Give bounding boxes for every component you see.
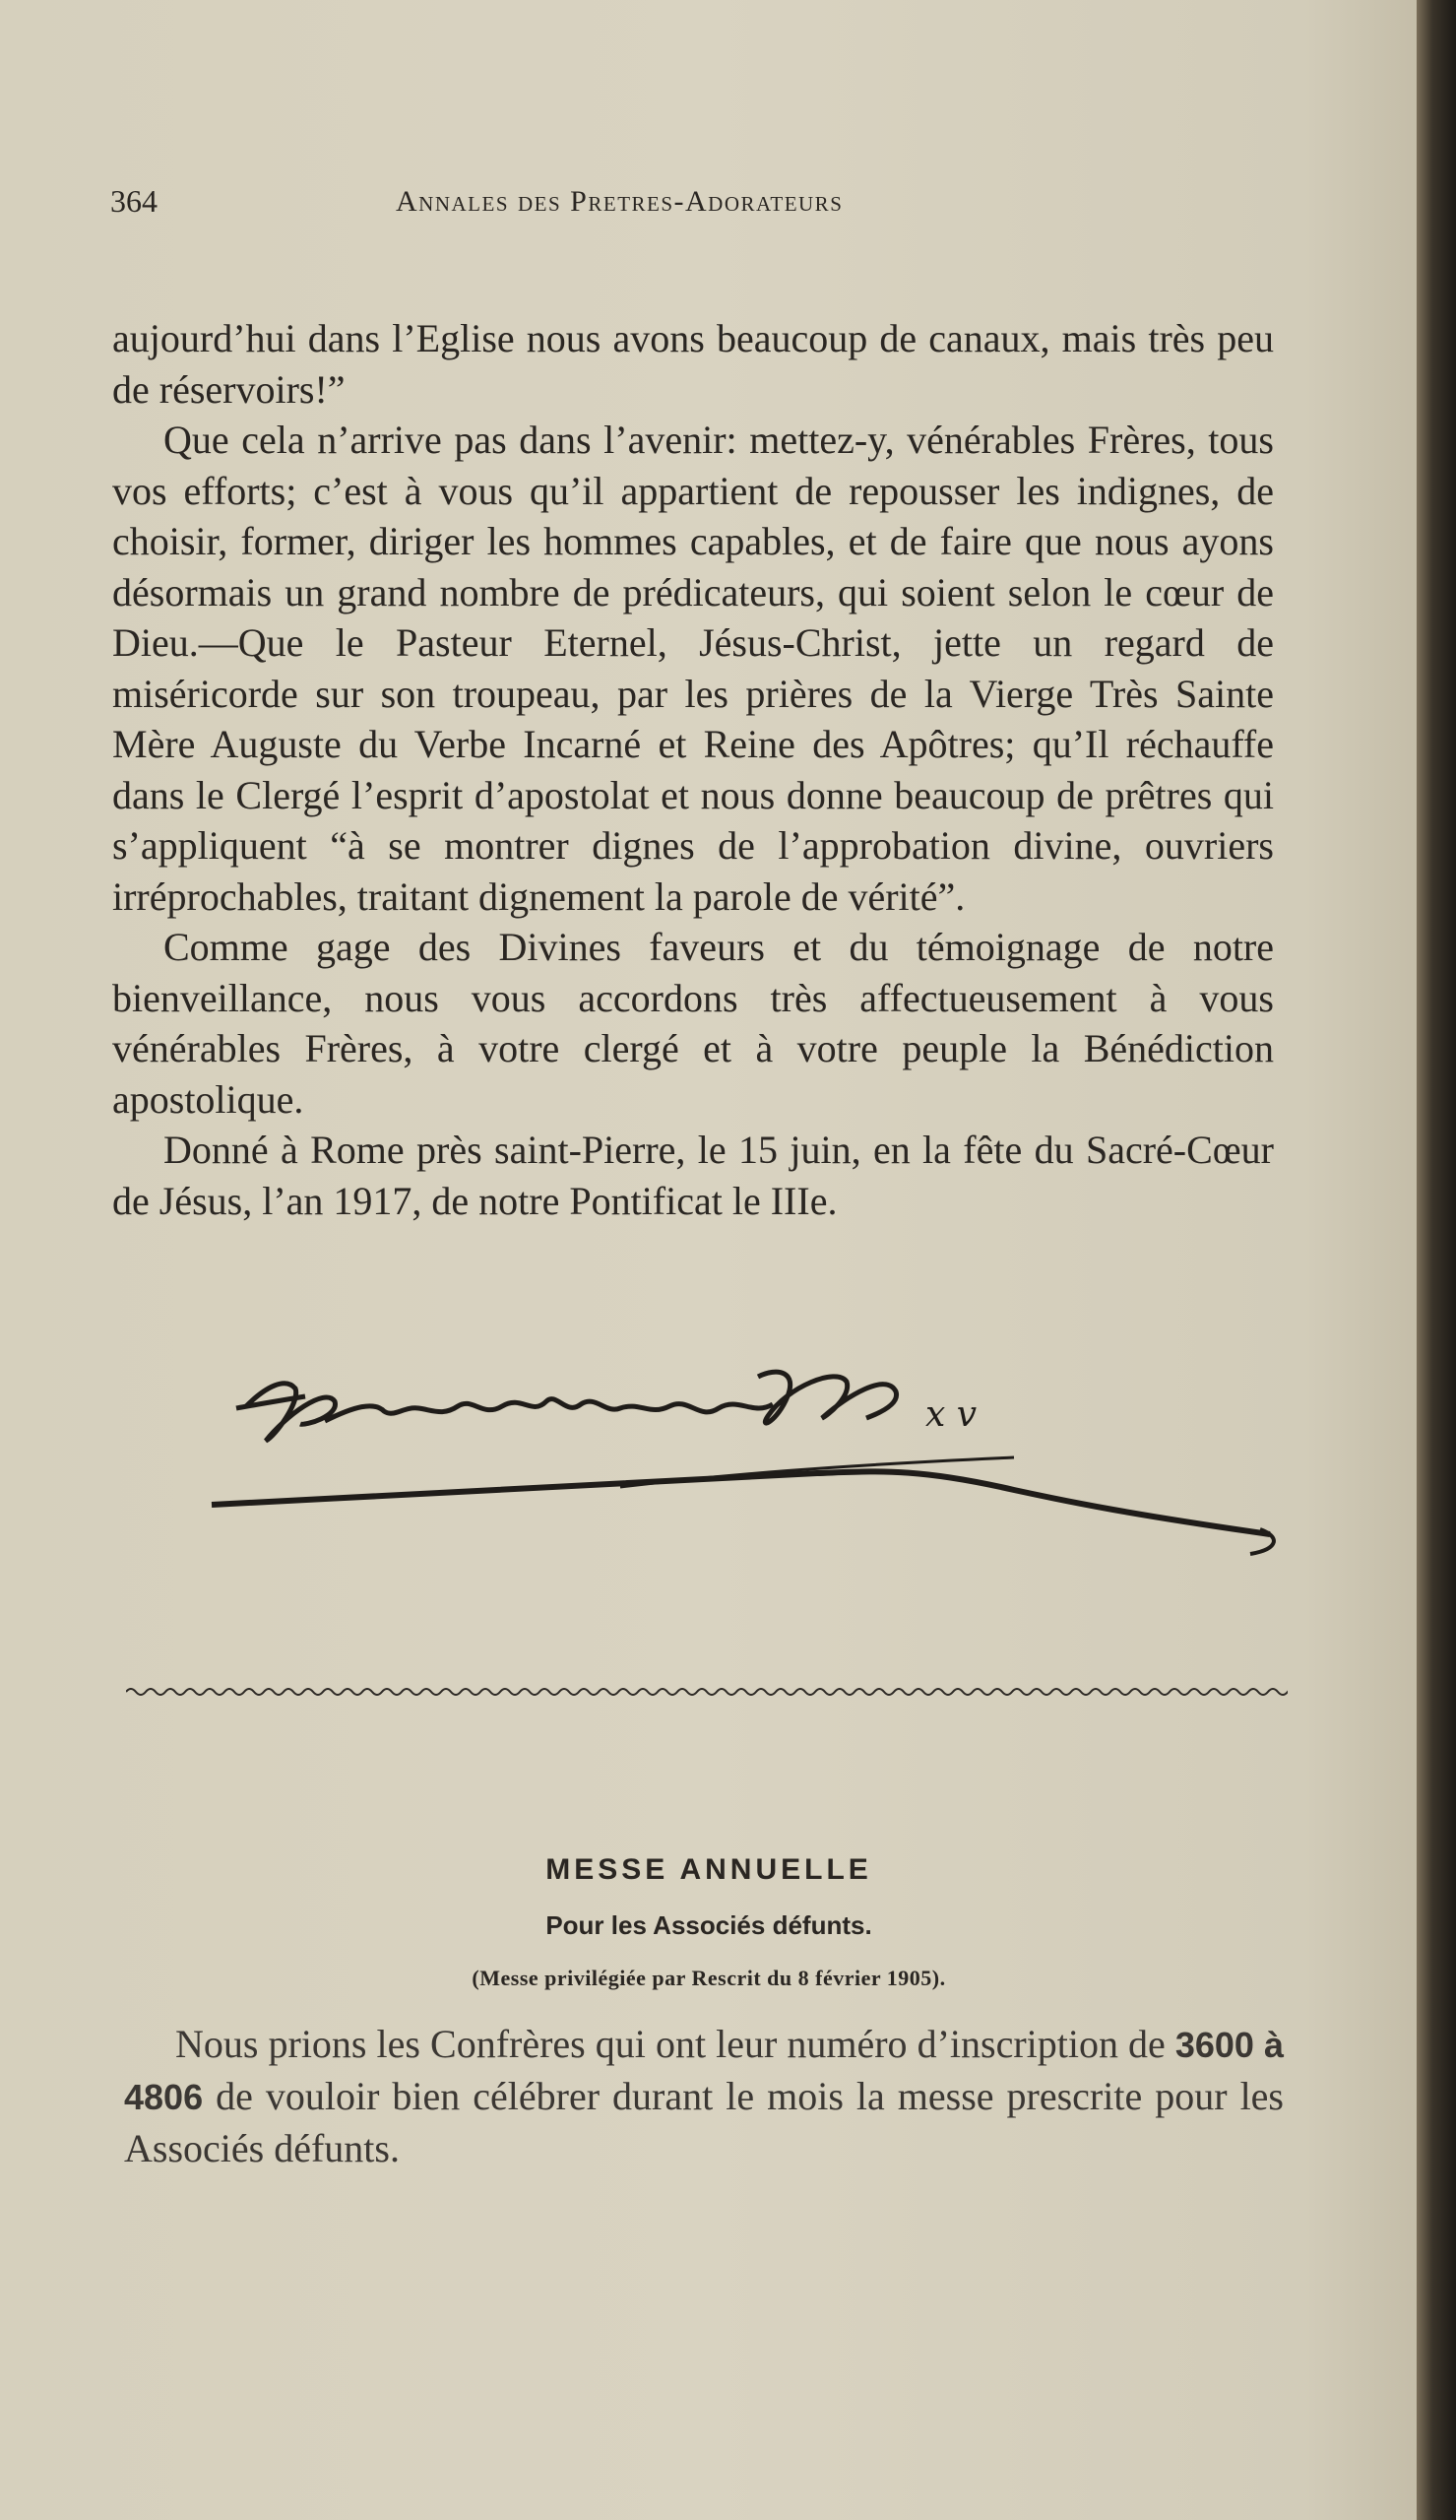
paragraph-continuation: aujourd’hui dans l’Eglise nous avons beaucoup de canaux, mais très peu de réservoirs!” xyxy=(112,316,1274,412)
letter-body xyxy=(112,313,1274,1226)
notice-paragraph xyxy=(124,2019,1284,2174)
book-spine-edge xyxy=(1417,0,1456,2520)
notice-text-before: Nous prions les Confrères qui ont leur numéro d’inscription de xyxy=(175,2022,1175,2066)
paragraph-blessing: Comme gage des Divines faveurs et du témoignage de notre bienveillance, nous vous accordons très affectueusement à vous vénérables Frères, à votre clergé et à votre peuple la Bénédiction apostolique. xyxy=(112,925,1274,1122)
paragraph-dating: Donné à Rome près saint-Pierre, le 15 juin, en la fête du Sacré-Cœur de Jésus, l’an 1917, de notre Pontificat le IIIe. xyxy=(112,1128,1274,1223)
papal-signature xyxy=(207,1347,1290,1574)
notice-subtitle: Pour les Associés défunts. xyxy=(545,1910,872,1940)
page-number: 364 xyxy=(110,183,158,219)
paragraph-exhortation: Que cela n’arrive pas dans l’avenir: mettez-y, vénérables Frères, tous vos efforts; c’est à vous qu’il appartient de repousser les indignes, de choisir, former, diriger les hommes capables, et de faire que nous ayons désormais un grand nombre de prédicateurs, qui soient selon le cœur de Dieu.—Que le Pasteur Eternel, Jésus-Christ, jette un regard de miséricorde sur son troupeau, par les prières de la Vierge Très Sainte Mère Auguste du Verbe Incarné et Reine des Apôtres; qu’Il réchauffe dans le Clergé l’esprit d’apostolat et nous donne beaucoup de prêtres qui s’appliquent “à se montrer dignes de l’approbation divine, ouvriers irréprochables, traitant dignement la parole de vérité”. xyxy=(112,418,1274,919)
range-end: 4806 xyxy=(124,2077,204,2117)
journal-title: Annales des Pretres-Adorateurs xyxy=(396,185,844,218)
range-start: 3600 xyxy=(1174,2025,1254,2065)
svg-text:x v: x v xyxy=(925,1394,978,1435)
notice-body xyxy=(124,2019,1284,2174)
ornamental-divider xyxy=(126,1680,1288,1700)
range-separator: à xyxy=(1253,2025,1284,2065)
notice-text-after: de vouloir bien célébrer durant le mois la messe prescrite pour les Associés défunts. xyxy=(124,2074,1284,2170)
running-header xyxy=(110,183,986,226)
notice-rescript-note: (Messe privilégiée par Rescrit du 8 février 1905). xyxy=(472,1966,946,1990)
notice-title: MESSE ANNUELLE xyxy=(545,1853,872,1886)
